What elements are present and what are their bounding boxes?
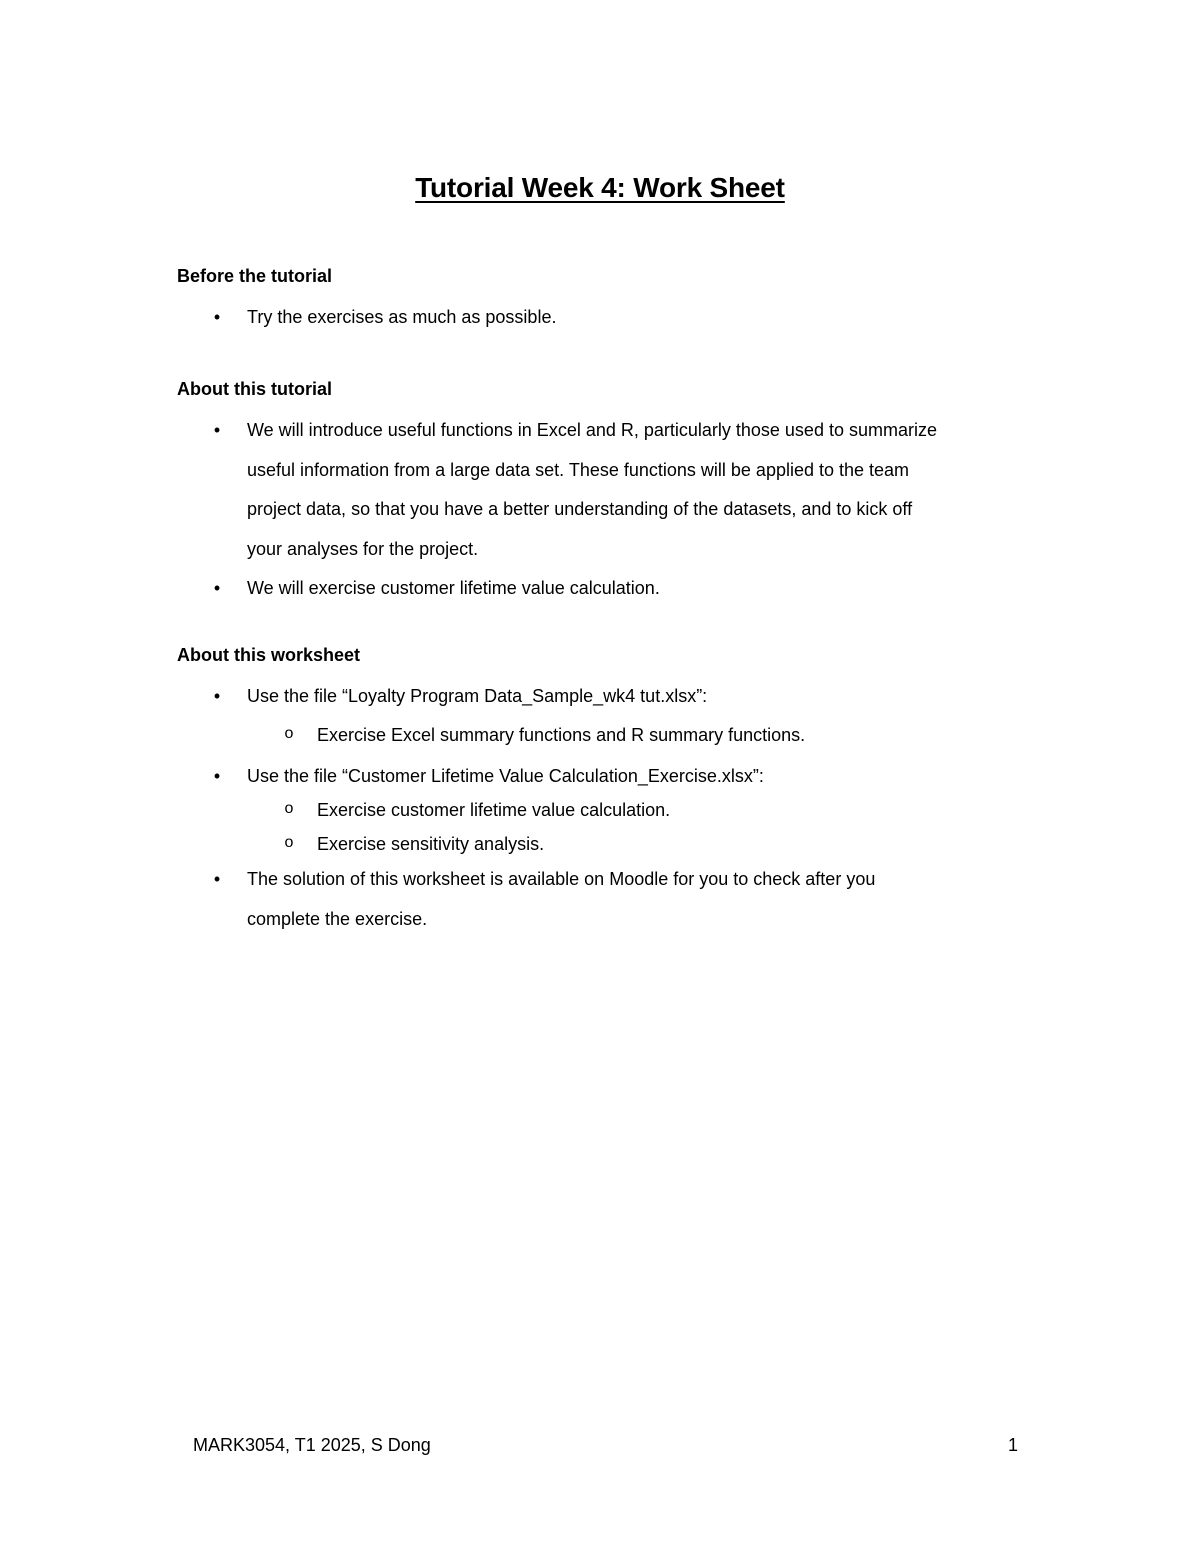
list-item-text <box>247 420 1027 578</box>
footer-course-info: MARK3054, T1 2025, S Dong <box>193 1435 431 1455</box>
section-heading-before-tutorial: Before the tutorial <box>177 266 333 286</box>
bullet-marker: • <box>213 766 221 786</box>
bullet-marker: • <box>213 686 221 706</box>
bullet-marker: • <box>213 869 221 889</box>
list-item-text: Use the file “Customer Lifetime Value Calculation_Exercise.xlsx”: <box>247 766 764 786</box>
text-line: complete the exercise. <box>247 908 428 929</box>
page-title: Tutorial Week 4: Work Sheet <box>415 172 785 203</box>
text-line: project data, so that you have a better understanding of the datasets, and to kick off <box>247 499 913 519</box>
text-line: useful information from a large data set. These functions will be applied to the team <box>247 459 910 480</box>
sub-list-item-text: Exercise Excel summary functions and R summary functions. <box>317 725 806 745</box>
section-heading-about-worksheet: About this worksheet <box>177 645 361 665</box>
sub-bullet-marker: o <box>284 800 294 817</box>
footer-page-number: 1 <box>1008 1435 1019 1455</box>
list-item-text <box>247 869 1027 948</box>
text-line: your analyses for the project. <box>247 538 479 559</box>
section-heading-about-tutorial: About this tutorial <box>177 379 332 399</box>
text-line: We will introduce useful functions in Excel and R, particularly those used to summarize <box>247 420 937 440</box>
sub-list-item-text: Exercise customer lifetime value calculation. <box>317 800 671 820</box>
sub-bullet-marker: o <box>284 725 294 742</box>
bullet-marker: • <box>213 578 221 598</box>
bullet-marker: • <box>213 307 221 327</box>
bullet-marker: • <box>213 420 221 440</box>
sub-bullet-marker: o <box>284 834 294 851</box>
list-item-text: Try the exercises as much as possible. <box>247 307 557 327</box>
list-item-text: Use the file “Loyalty Program Data_Sample_wk4 tut.xlsx”: <box>247 686 708 706</box>
text-line: The solution of this worksheet is available on Moodle for you to check after you <box>247 869 876 889</box>
sub-list-item-text: Exercise sensitivity analysis. <box>317 834 545 854</box>
list-item-text: We will exercise customer lifetime value calculation. <box>247 578 660 598</box>
